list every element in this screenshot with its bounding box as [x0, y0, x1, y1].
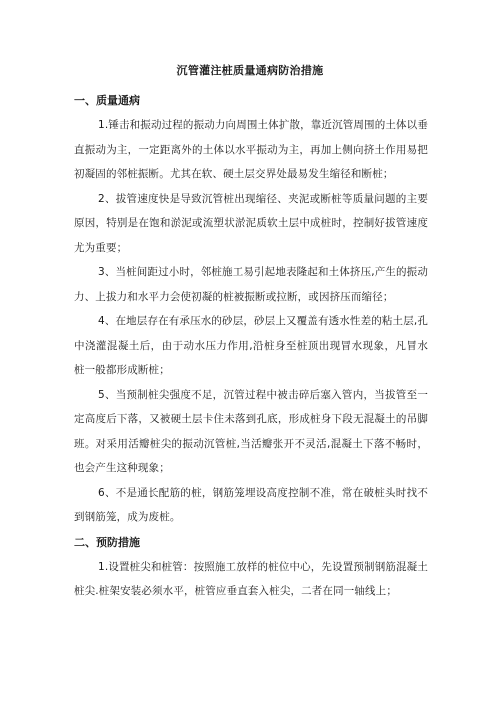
paragraph: 2、拔管速度快是导致沉管桩出现缩径、夹泥或断桩等质量问题的主要原因，特别是在饱和淤泥或流塑状淤泥质软土层中成桩时，控制好拔管速度尤为重要；: [74, 192, 428, 254]
document-title: 沉管灌注桩质量通病防治措施: [176, 64, 324, 77]
paragraph: 4、在地层存在有承压水的砂层，砂层上又覆盖有透水性差的粘土层,孔中浇灌混凝土后，由于动水压力作用,沿桩身至桩顶出现冒水现象，凡冒水桩一般都形成断桩；: [74, 315, 428, 376]
paragraph: 1.设置桩尖和桩管：按照施工放样的桩位中心，先设置预制钢筋混凝土桩尖.桩架安装必须水平，桩管应垂直套入桩尖，二者在同一轴线上；: [74, 560, 428, 597]
section-heading-problems: 一、质量通病: [74, 94, 140, 107]
section-heading-prevention: 二、预防措施: [74, 535, 140, 549]
paragraph: 1.锤击和振动过程的振动力向周围土体扩散，靠近沉管周围的土体以垂直振动为主，一定距离外的土体以水平振动为主，再加上侧向挤土作用易把初凝固的邻桩振断。尤其在软、硬土层交界处最易发生缩径和断桩；: [74, 119, 428, 180]
paragraph: 5、当预制桩尖强度不足，沉管过程中被击碎后塞入管内，当拔管至一定高度后下落，又被硬土层卡住未落到孔底，形成桩身下段无混凝土的吊脚班。对采用活瓣桩尖的振动沉管桩,当活瓣张开不灵活,混凝土下落不畅时，也会产生这种现象；: [74, 388, 428, 474]
document-body: [74, 89, 428, 604]
paragraph: 6、不是通长配筋的桩，钢筋笼埋设高度控制不准，常在破桩头时找不到钢筋笼，成为废桩。: [74, 486, 428, 523]
paragraph: 3、当桩间距过小时，邻桩施工易引起地表隆起和土体挤压,产生的振动力、上拔力和水平力会使初凝的桩被振断或拉断，或因挤压而缩径；: [74, 266, 428, 303]
